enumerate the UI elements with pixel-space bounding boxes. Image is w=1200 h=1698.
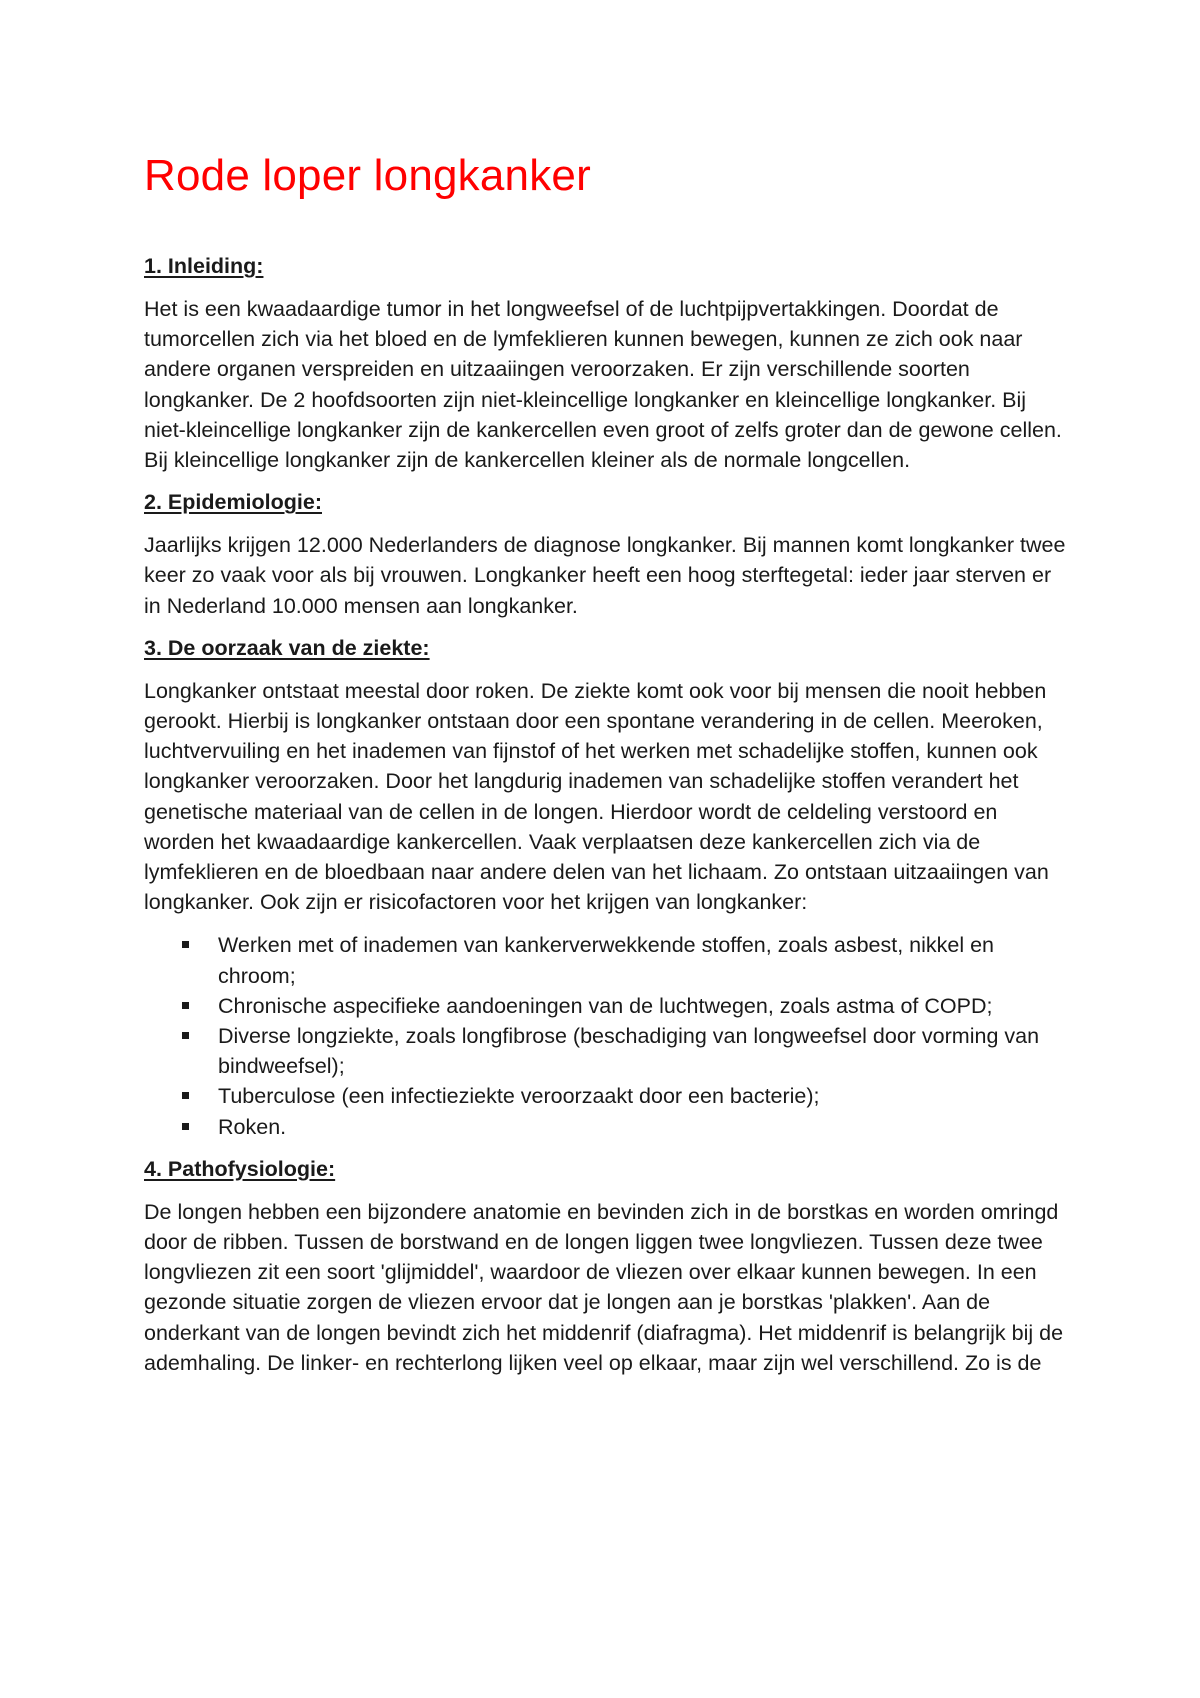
document-title: Rode loper longkanker xyxy=(144,151,591,200)
section-heading: 4. Pathofysiologie: xyxy=(144,1156,336,1181)
section-heading: 2. Epidemiologie: xyxy=(144,490,322,515)
list-item-text: Roken. xyxy=(218,1114,287,1139)
list-item-text: Diverse longziekte, zoals longfibrose (beschadiging van longweefsel door vorming van bindweefsel); xyxy=(218,1024,1040,1079)
square-bullet-icon xyxy=(182,941,189,948)
section-oorzaak xyxy=(144,634,1070,1142)
list-item-text: Chronische aspecifieke aandoeningen van de luchtwegen, zoals astma of COPD; xyxy=(218,993,993,1018)
list-item-text: Tuberculose (een infectieziekte veroorzaakt door een bacterie); xyxy=(218,1084,820,1109)
square-bullet-icon xyxy=(182,1123,189,1130)
square-bullet-icon xyxy=(182,1092,189,1099)
list-item-text: Werken met of inademen van kankerverwekkende stoffen, zoals asbest, nikkel en chroom; xyxy=(218,933,995,988)
square-bullet-icon xyxy=(182,1002,189,1009)
section-paragraph: Longkanker ontstaat meestal door roken. De ziekte komt ook voor bij mensen die nooit hebben gerookt. Hierbij is longkanker ontstaan door een spontane verandering in de cellen. Meeroken, luchtvervuiling en het inademen van fijnstof of het werken met schadelijke stoffen, kunnen ook longkanker veroorzaken. Door het langdurig inademen van schadelijke stoffen verandert het genetische materiaal van de cellen in de longen. Hierdoor wordt de celdeling verstoord en worden het kwaadaardige kankercellen. Vaak verplaatsen deze kankercellen zich via de lymfeklieren en de bloedbaan naar andere delen van het lichaam. Zo ontstaan uitzaaiingen van longkanker. Ook zijn er risicofactoren voor het krijgen van longkanker: xyxy=(144,678,1049,915)
section-paragraph: Jaarlijks krijgen 12.000 Nederlanders de diagnose longkanker. Bij mannen komt longkanker twee keer zo vaak voor als bij vrouwen. Longkanker heeft een hoog sterftegetal: ieder jaar sterven er in Nederland 10.000 mensen aan longkanker. xyxy=(144,533,1066,618)
section-heading: 1. Inleiding: xyxy=(144,254,264,278)
list-item xyxy=(144,991,1070,1021)
section-paragraph: De longen hebben een bijzondere anatomie en bevinden zich in de borstkas en worden omringd door de ribben. Tussen de borstwand en de longen liggen twee longvliezen. Tussen deze twee longvliezen zit een soort 'glijmiddel', waardoor de vliezen over elkaar kunnen bewegen. In een gezonde situatie zorgen de vliezen ervoor dat je longen aan je borstkas 'plakken'. Aan de onderkant van de longen bevindt zich het middenrif (diafragma). Het middenrif is belangrijk bij de ademhaling. De linker- en rechterlong lijken veel op elkaar, maar zijn wel verschillend. Zo is de xyxy=(144,1199,1064,1375)
list-item xyxy=(144,1112,1070,1142)
section-epidemiologie xyxy=(144,488,1070,621)
section-inleiding xyxy=(144,252,1070,475)
list-item xyxy=(144,1021,1070,1081)
square-bullet-icon xyxy=(182,1032,189,1039)
risk-factor-list xyxy=(144,930,1070,1141)
section-paragraph: Het is een kwaadaardige tumor in het longweefsel of de luchtpijpvertakkingen. Doordat de tumorcellen zich via het bloed en de lymfeklieren kunnen bewegen, kunnen ze zich ook naar andere organen verspreiden en uitzaaiingen veroorzaken. Er zijn verschillende soorten longkanker. De 2 hoofdsoorten zijn niet-kleincellige longkanker en kleincellige longkanker. Bij niet-kleincellige longkanker zijn de kankercellen even groot of zelfs groter dan de gewone cellen. Bij kleincellige longkanker zijn de kankercellen kleiner als de normale longcellen. xyxy=(144,297,1062,473)
list-item xyxy=(144,930,1070,990)
section-pathofysiologie xyxy=(144,1155,1070,1378)
list-item xyxy=(144,1081,1070,1111)
section-heading: 3. De oorzaak van de ziekte: xyxy=(144,635,430,660)
